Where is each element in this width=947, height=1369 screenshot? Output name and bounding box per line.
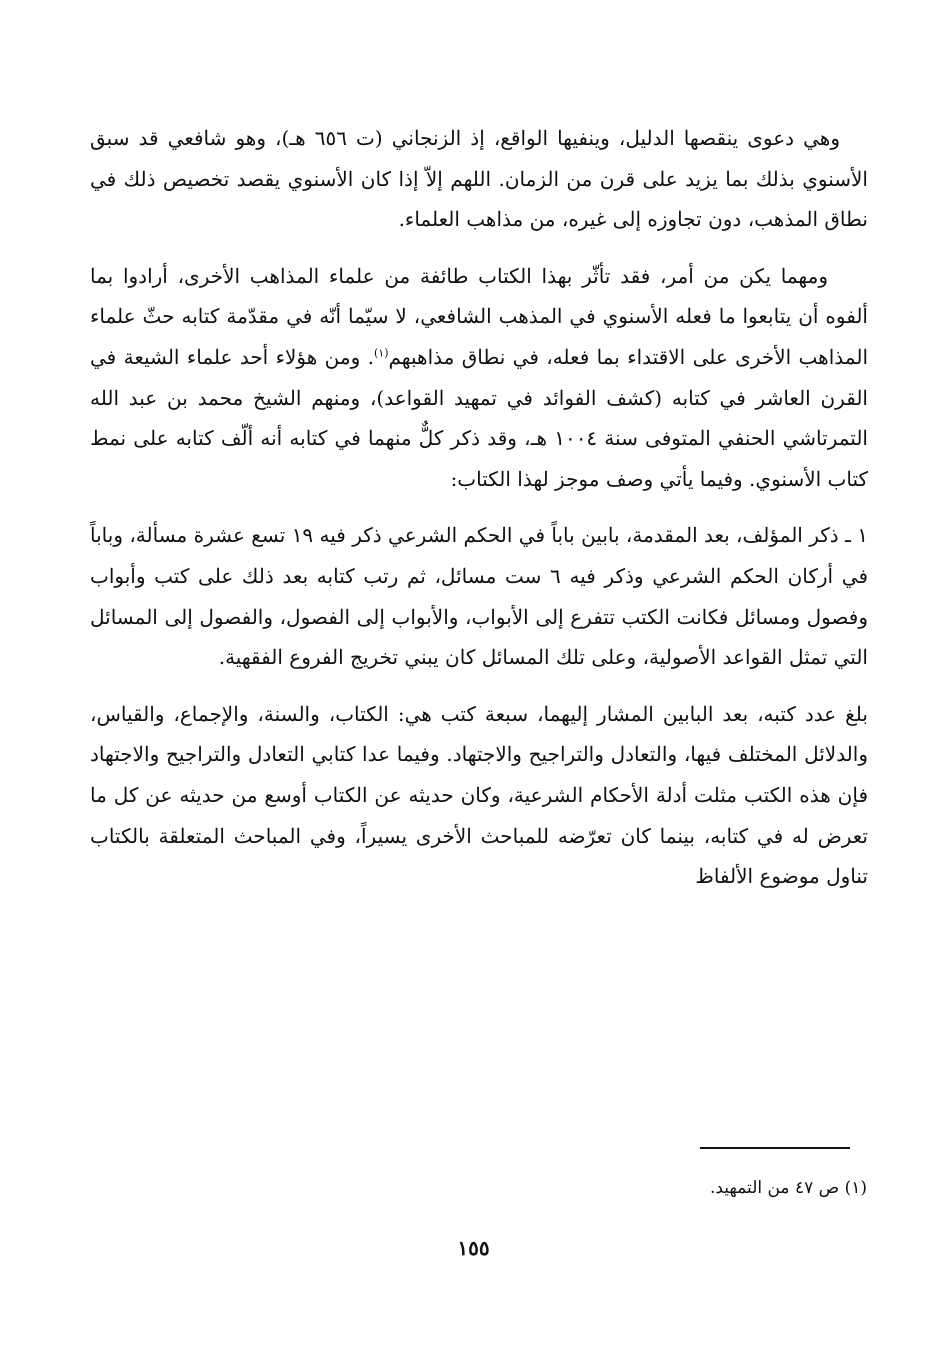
main-text <box>90 118 868 913</box>
footnote: (١) ص ٤٧ من التمهيد. <box>709 1178 867 1198</box>
paragraph-2-text: ومهما يكن من أمر، فقد تأثّر بهذا الكتاب طائفة من علماء المذاهب الأخرى، أرادوا بما ألفوه أن يتابعوا ما فعله الأسنوي في المذهب الشافعي، لا سيّما أنّه في مقدّمة كتابه حثّ علماء المذاهب الأخرى على الاقتداء بما فعله، في نطاق مذاهبهم <box>90 263 868 369</box>
page-number: ١٥٥ <box>457 1236 490 1260</box>
list-item-1: ١ ـ ذكر المؤلف، بعد المقدمة، بابين باباً في الحكم الشرعي ذكر فيه ١٩ تسع عشرة مسألة، وباباً في أركان الحكم الشرعي وذكر فيه ٦ ست مسائل، ثم رتب كتابه بعد ذلك على كتب وأبواب وفصول ومسائل فكانت الكتب تتفرع إلى الأبواب، والأبواب إلى الفصول، والفصول إلى المسائل التي تمثل القواعد الأصولية، وعلى تلك المسائل كان يبني تخريج الفروع الفقهية. <box>90 523 869 670</box>
paragraph-2-continuation: ومن هؤلاء أحد علماء الشيعة في القرن العاشر في كتابه (كشف الفوائد في تمهيد القواعد)، ومنهم الشيخ محمد بن عبد الله التمرتاشي الحنفي المتوفى سنة ١٠٠٤ هـ، وقد ذكر كلٌّ منهما في كتابه أنه ألّف كتابه على نمط كتاب الأسنوي. وفيما يأتي وصف موجز لهذا الكتاب: <box>90 344 868 491</box>
footnote-separator <box>700 1147 850 1149</box>
paragraph-1: وهي دعوى ينقصها الدليل، وينفيها الواقع، إذ الزنجاني (ت ٦٥٦ هـ)، وهو شافعي قد سبق الأسنوي بذلك بما يزيد على قرن من الزمان. اللهم إلاّ إذا كان الأسنوي يقصد تخصيص ذلك في نطاق المذهب، دون تجاوزه إلى غيره، من مذاهب العلماء. <box>90 126 868 232</box>
footnote-marker: (١) <box>373 346 389 360</box>
paragraph-2: ومهما يكن من أمر، فقد تأثّر بهذا الكتاب طائفة من علماء المذاهب الأخرى، أرادوا بما ألفوه أن يتابعوا ما فعله الأسنوي في المذهب الشافعي، لا سيّما أنّه في مقدّمة كتابه حثّ علماء المذاهب الأخرى على الاقتداء بما فعله، في نطاق مذاهبهم$^{(١)}$. ومن هؤلاء أحد علماء الشيعة في القرن العاشر في كتابه (كشف الفوائد في تمهيد القواعد)، ومنهم الشيخ محمد بن عبد الله التمرتاشي الحنفي المتوفى سنة ١٠٠٤ هـ، وقد ذكر كلٌّ منهما في كتابه أنه ألّف كتابه على نمط كتاب الأسنوي. وفيما يأتي وصف موجز لهذا الكتاب: <box>90 263 868 491</box>
paragraph-3: بلغ عدد كتبه، بعد البابين المشار إليهما، سبعة كتب هي: الكتاب، والسنة، والإجماع، والقياس، والدلائل المختلف فيها، والتعادل والتراجيح والاجتهاد. وفيما عدا كتابي التعادل والتراجيح والاجتهاد فإن هذه الكتب مثلت أدلة الأحكام الشرعية، وكان حديثه عن الكتاب أوسع من حديثه عن كل ما تعرض له في كتابه، بينما كان تعرّضه للمباحث الأخرى يسيراً، وفي المباحث المتعلقة بالكتاب تناول موضوع الألفاظ <box>90 701 868 889</box>
